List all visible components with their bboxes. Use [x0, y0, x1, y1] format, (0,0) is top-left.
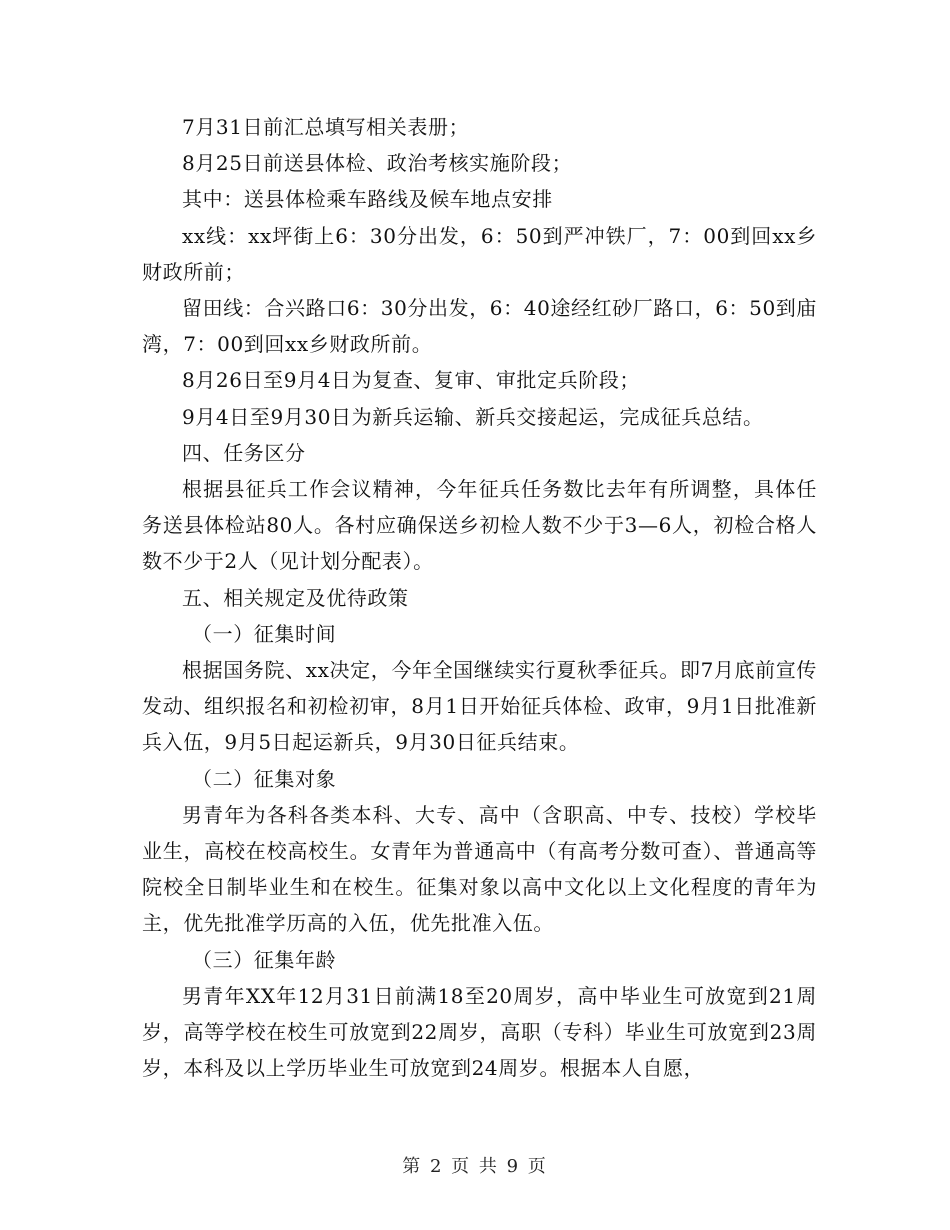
subheading-conscription-age: （三）征集年龄: [192, 947, 337, 972]
paragraph-task-division: 根据县征兵工作会议精神，今年征兵任务数比去年有所调整，具体任务送县体检站80人。各村应确保送乡初检人数不少于3—6人，初检合格人数不少于2人（见计划分配表）。: [142, 477, 817, 574]
page-number-footer: 第 2 页 共 9 页: [402, 1156, 548, 1177]
paragraph-conscription-age: 男青年XX年12月31日前满18至20周岁，高中毕业生可放宽到21周岁，高等学校在校生可放宽到22周岁，高职（专科）毕业生可放宽到23周岁，本科及以上学历毕业生可放宽到24周岁。根据本人自愿，: [142, 983, 817, 1081]
subheading-conscription-time: （一）征集时间: [192, 621, 337, 646]
paragraph-review-stage: 8月26日至9月4日为复查、复审、审批定兵阶段；: [182, 368, 641, 393]
paragraph-route-liutian: 留田线：合兴路口6：30分出发，6：40途经红砂厂路口，6：50到庙湾，7：00到回xx乡财政所前。: [142, 296, 817, 357]
subheading-conscription-targets: （二）征集对象: [192, 766, 337, 791]
paragraph-conscription-time: 根据国务院、xx决定，今年全国继续实行夏秋季征兵。即7月底前宣传发动、组织报名和初检初审，8月1日开始征兵体检、政审，9月1日批准新兵入伍，9月5日起运新兵，9月30日征兵结束。: [142, 658, 817, 755]
document-body: [142, 109, 817, 1086]
paragraph-conscription-targets: 男青年为各科各类本科、大专、高中（含职高、中专、技校）学校毕业生，高校在校高校生。女青年为普通高中（有高考分数可查）、普通高等院校全日制毕业生和在校生。征集对象以高中文化以上文化程度的青年为主，优先批准学历高的入伍，优先批准入伍。: [142, 802, 817, 936]
section-heading-task-division: 四、任务区分: [182, 440, 306, 465]
paragraph-deadline-forms: 7月31日前汇总填写相关表册；: [182, 115, 470, 139]
paragraph-route-xx: xx线：xx坪街上6：30分出发，6：50到严冲铁厂，7：00到回xx乡财政所前；: [142, 223, 817, 284]
paragraph-bus-route-intro: 其中：送县体检乘车路线及候车地点安排: [182, 187, 553, 212]
paragraph-transport-stage: 9月4日至9月30日为新兵运输、新兵交接起运，完成征兵总结。: [182, 404, 764, 429]
section-heading-regulations: 五、相关规定及优待政策: [182, 585, 409, 610]
paragraph-county-exam-stage: 8月25日前送县体检、政治考核实施阶段；: [182, 151, 573, 176]
